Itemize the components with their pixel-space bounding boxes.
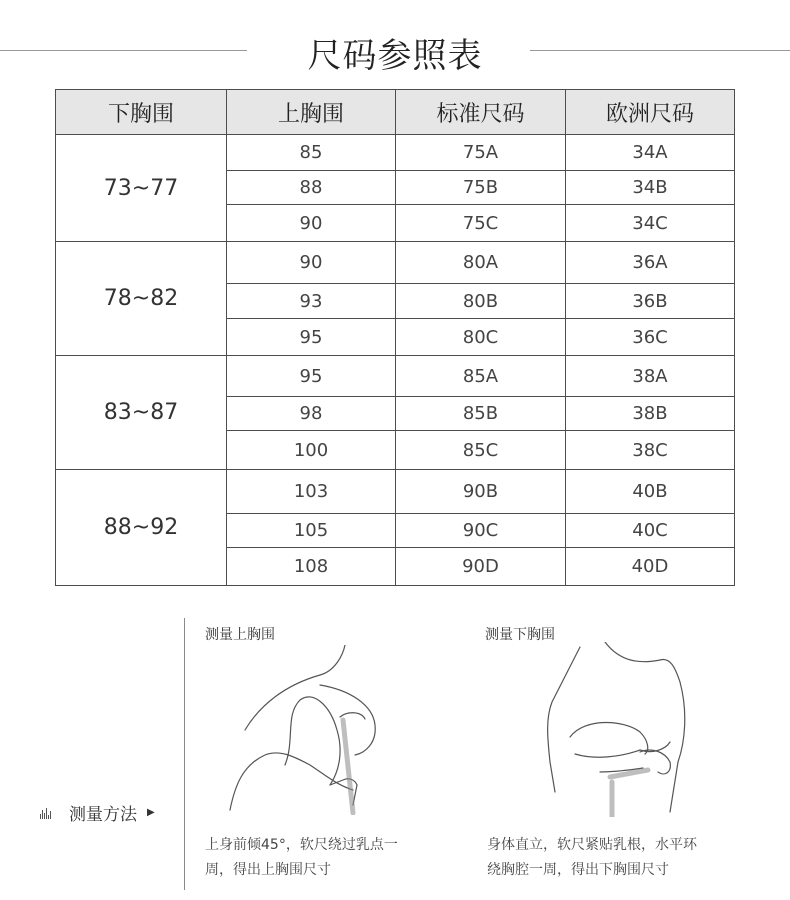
standard-size-cell: 90C [396,514,566,548]
upper-bust-cell: 108 [227,548,396,586]
euro-size-cell: 40D [566,548,735,586]
method-label-text: 测量方法 [69,805,137,825]
standard-size-cell: 75C [396,205,566,242]
under-bust-caption: 测量下胸围 [485,627,555,643]
euro-size-cell: 34C [566,205,735,242]
upper-bust-cell: 88 [227,171,396,205]
standard-size-cell: 85A [396,356,566,397]
euro-size-cell: 38B [566,397,735,431]
upper-bust-desc: 上身前倾45°，软尺绕过乳点一 周，得出上胸围尺寸 [205,837,398,878]
header-under-bust: 下胸围 [56,90,227,135]
table-row [56,356,735,397]
upper-bust-cell: 90 [227,205,396,242]
standard-size-cell: 90D [396,548,566,586]
standard-size-cell: 85B [396,397,566,431]
euro-size-cell: 38A [566,356,735,397]
standard-size-cell: 85C [396,431,566,470]
page-title: 尺码参照表 [307,36,483,76]
size-chart-table [55,89,735,586]
standard-size-cell: 75A [396,135,566,171]
under-bust-range: 83~87 [56,356,227,470]
play-arrow-icon: ▶ [147,807,155,818]
upper-bust-cell: 98 [227,397,396,431]
under-bust-figure-icon [540,642,700,817]
upper-bust-caption: 测量上胸围 [205,627,275,643]
standard-size-cell: 90B [396,470,566,514]
upper-bust-cell: 93 [227,284,396,319]
table-row [56,242,735,284]
upper-bust-cell: 90 [227,242,396,284]
under-bust-range: 88~92 [56,470,227,586]
euro-size-cell: 36C [566,319,735,356]
upper-bust-cell: 95 [227,319,396,356]
upper-bust-cell: 100 [227,431,396,470]
standard-size-cell: 80B [396,284,566,319]
standard-size-cell: 80A [396,242,566,284]
under-bust-desc: 身体直立，软尺紧贴乳根，水平环 绕胸腔一周，得出下胸围尺寸 [487,837,697,878]
upper-bust-cell: 105 [227,514,396,548]
header-euro-size: 欧洲尺码 [566,90,735,135]
table-row [56,470,735,514]
bar-chart-icon [40,807,51,819]
header-upper-bust: 上胸围 [227,90,396,135]
euro-size-cell: 34B [566,171,735,205]
table-header-row [56,90,735,135]
euro-size-cell: 36A [566,242,735,284]
measurement-method-section [0,610,790,900]
euro-size-cell: 34A [566,135,735,171]
under-bust-range: 73~77 [56,135,227,242]
euro-size-cell: 40C [566,514,735,548]
euro-size-cell: 40B [566,470,735,514]
section-divider [184,618,185,890]
euro-size-cell: 38C [566,431,735,470]
upper-bust-cell: 95 [227,356,396,397]
upper-bust-figure-icon [225,645,400,815]
table-row [56,135,735,171]
standard-size-cell: 80C [396,319,566,356]
upper-bust-cell: 103 [227,470,396,514]
upper-bust-cell: 85 [227,135,396,171]
under-bust-range: 78~82 [56,242,227,356]
euro-size-cell: 36B [566,284,735,319]
standard-size-cell: 75B [396,171,566,205]
header-standard-size: 标准尺码 [396,90,566,135]
method-label [40,800,155,825]
